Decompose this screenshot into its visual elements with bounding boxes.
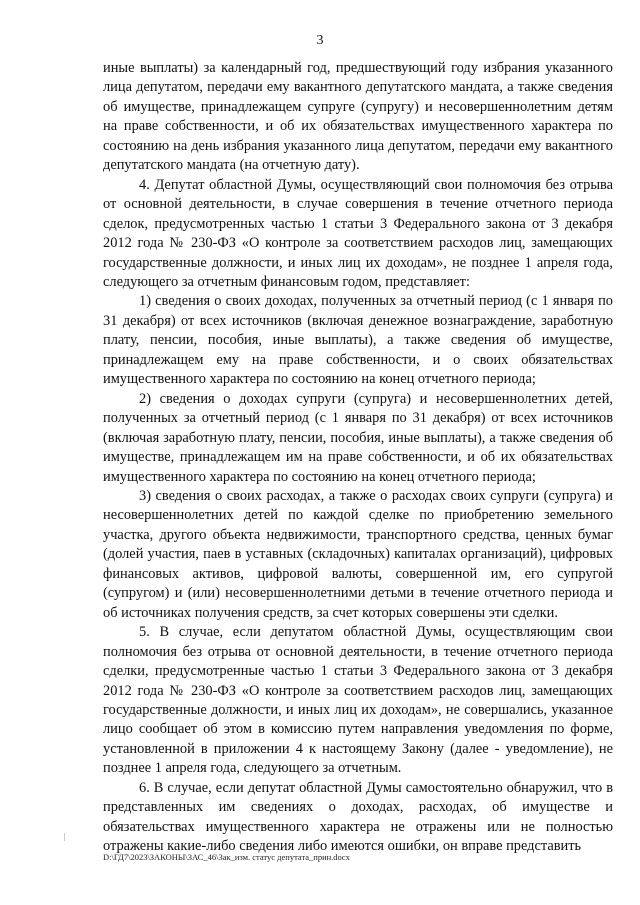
paragraph-item-5: 5. В случае, если депутатом областной Думы, осуществляющим свои полномочия без отрыва от основной деятельности, в течение отчетного периода сделки, предусмотренные частью 1 статьи 3 Федерального закона от 3 декабря 2012 года № 230-ФЗ «О контроле за соответствием расходов лиц, замещающих государственные должности, и иных лиц их доходам», не совершались, указанное лицо сообщает об этом в комиссию путем направления уведомления по форме, установленной в приложении 4 к настоящему Закону (далее - уведомление), не позднее 1 апреля года, следующего за отчетным.: [103, 624, 613, 777]
document-body: [103, 59, 613, 857]
footer-file-path: D:\ГД7\2023\ЗАКОНЫ\ЗАС_46\Зак_изм. статус депутата_прин.docx: [103, 852, 350, 862]
page-number: 3: [316, 33, 324, 48]
paragraph-subitem-3: 3) сведения о своих расходах, а также о расходах своих супруги (супруга) и несовершеннолетних детей по каждой сделке по приобретению земельного участка, другого объекта недвижимости, транспортного средства, ценных бумаг (долей участия, паев в уставных (складочных) капиталах организаций), цифровых финансовых активов, цифровой валюты, совершенной им, его супругой (супругом) и (или) несовершеннолетними детьми в течение отчетного периода и об источниках получения средств, за счет которых совершены эти сделки.: [103, 487, 613, 621]
paragraph-item-4: 4. Депутат областной Думы, осуществляющий свои полномочия без отрыва от основной деятельности, в случае совершения в течение отчетного периода сделок, предусмотренных частью 1 статьи 3 Федерального закона от 3 декабря 2012 года № 230-ФЗ «О контроле за соответствием расходов лиц, замещающих государственные должности, и иных лиц их доходам», не позднее 1 апреля года, следующего за отчетным финансовым годом, представляет:: [103, 176, 613, 290]
paragraph-subitem-2: 2) сведения о доходах супруги (супруга) и несовершеннолетних детей, полученных за отчетный период (с 1 января по 31 декабря) от всех источников (включая заработную плату, пенсии, пособия, иные выплаты), а также сведения об имуществе, принадлежащем им на праве собственности, и об их обязательствах имущественного характера по состоянию на конец отчетного периода;: [103, 390, 613, 485]
paragraph-continuation: иные выплаты) за календарный год, предшествующий году избрания указанного лица депутатом, передачи ему вакантного депутатского мандата, а также сведения об имуществе, принадлежащем супруге (супругу) и несовершеннолетним детям на праве собственности, и об их обязательствах имущественного характера по состоянию на день избрания указанного лица депутатом, передачи ему вакантного депутатского мандата (на отчетную дату).: [103, 60, 613, 174]
paragraph-item-6: 6. В случае, если депутат областной Думы самостоятельно обнаружил, что в представленных им сведениях о доходах, расходах, об имуществе и обязательствах имущественного характера не отражены или не полностью отражены какие-либо сведения либо имеются ошибки, он вправе представить: [103, 779, 613, 855]
margin-tick-mark: [64, 833, 65, 841]
paragraph-subitem-1: 1) сведения о своих доходах, полученных за отчетный период (с 1 января по 31 декабря) от всех источников (включая денежное вознаграждение, заработную плату, пенсии, пособия, иные выплаты), а также сведения об имуществе, принадлежащем ему на праве собственности, и о своих обязательствах имущественного характера по состоянию на конец отчетного периода;: [103, 293, 613, 388]
